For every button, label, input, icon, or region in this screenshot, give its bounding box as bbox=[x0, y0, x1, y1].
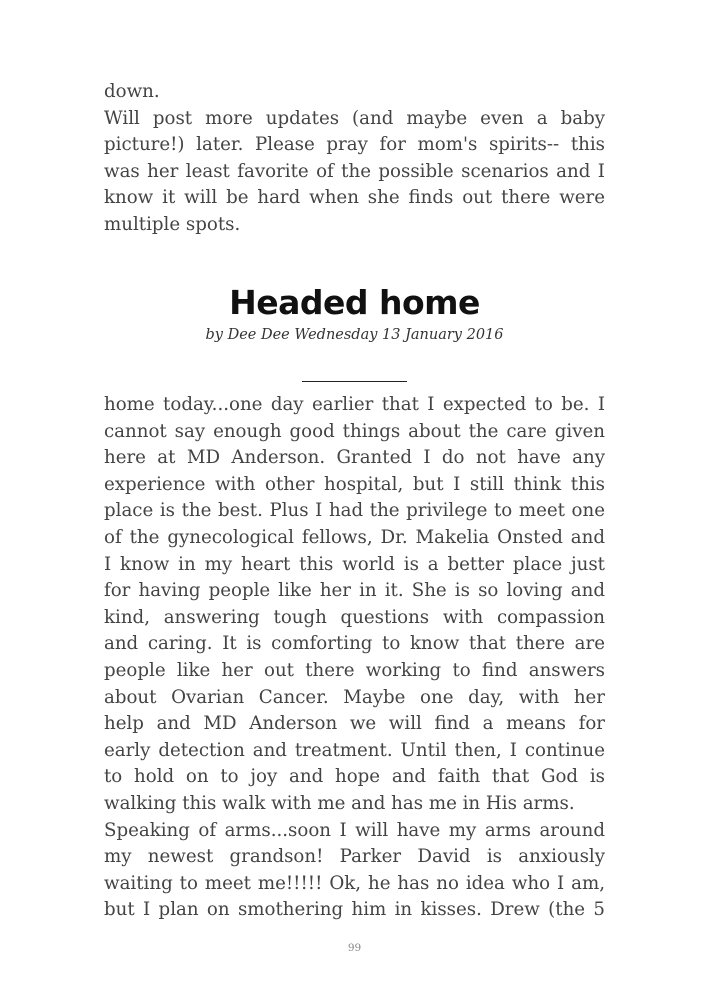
text-line: people like her out there working to find answers bbox=[104, 659, 605, 681]
post-byline: by Dee Dee Wednesday 13 January 2016 bbox=[205, 327, 504, 343]
text-line: Will post more updates (and maybe even a baby bbox=[104, 107, 605, 129]
text-line: Speaking of arms...soon I will have my arms around bbox=[104, 819, 605, 841]
text-line: know it will be hard when she finds out there were bbox=[104, 187, 605, 209]
text-line: help and MD Anderson we will find a means for bbox=[104, 713, 605, 735]
post-body bbox=[104, 392, 605, 924]
text-line: and caring. It is comforting to know that there are bbox=[104, 633, 605, 655]
post-title: Headed home bbox=[229, 283, 480, 322]
text-line: early detection and treatment. Until then, I continue bbox=[104, 739, 605, 761]
text-line: multiple spots. bbox=[104, 213, 241, 235]
title-separator bbox=[302, 381, 407, 382]
text-line: kind, answering tough questions with compassion bbox=[104, 606, 605, 628]
text-line: down. bbox=[104, 81, 160, 102]
text-line: cannot say enough good things about the care given bbox=[104, 420, 605, 442]
text-line: here at MD Anderson. Granted I do not have any bbox=[104, 447, 605, 469]
text-line: but I plan on smothering him in kisses. Drew (the 5 bbox=[104, 899, 605, 921]
text-line: for having people like her in it. She is so loving and bbox=[104, 580, 605, 602]
text-line: I know in my heart this world is a better place just bbox=[104, 553, 605, 575]
text-line: my newest grandson! Parker David is anxiously bbox=[104, 846, 605, 868]
text-line: picture!) later. Please pray for mom's spirits-- this bbox=[104, 134, 605, 156]
text-line: place is the best. Plus I had the privilege to meet one bbox=[104, 500, 605, 522]
text-line: experience with other hospital, but I still think this bbox=[104, 473, 605, 495]
previous-post-paragraph bbox=[104, 79, 605, 239]
text-line: waiting to meet me!!!!! Ok, he has no idea who I am, bbox=[104, 872, 605, 894]
text-line: to hold on to joy and hope and faith that God is bbox=[104, 766, 605, 788]
text-line: was her least favorite of the possible scenarios and I bbox=[104, 160, 605, 182]
page-number: 99 bbox=[347, 942, 362, 954]
text-line: home today...one day earlier that I expected to be. I bbox=[104, 394, 605, 415]
text-line: walking this walk with me and has me in His arms. bbox=[104, 792, 575, 814]
text-line: about Ovarian Cancer. Maybe one day, with her bbox=[104, 686, 605, 708]
text-line: of the gynecological fellows, Dr. Makelia Onsted and bbox=[104, 526, 605, 548]
